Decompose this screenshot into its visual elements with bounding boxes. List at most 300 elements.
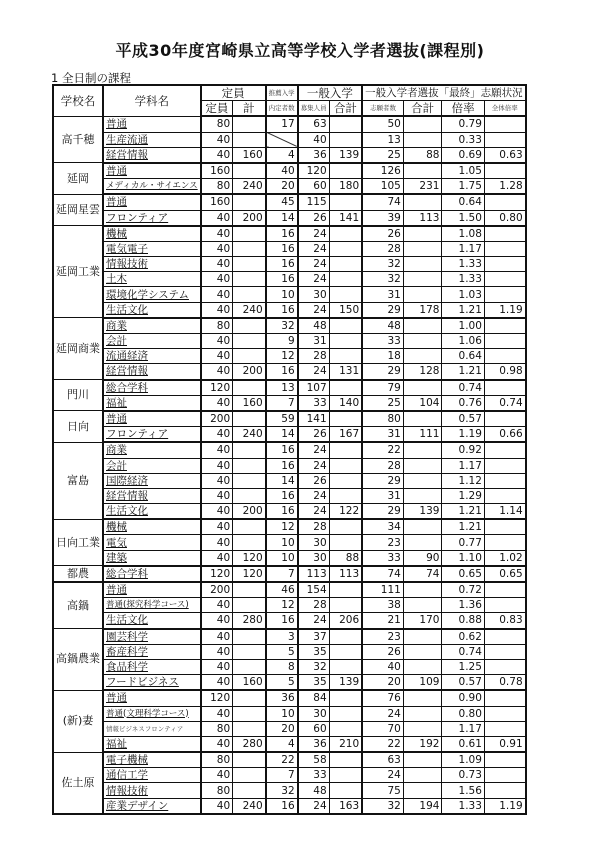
capacity-total-cell: 240 (233, 179, 266, 195)
general-total-cell: 113 (329, 566, 362, 582)
general-total-cell: 206 (329, 613, 362, 629)
table-row (53, 226, 526, 242)
recommend-cell: 16 (266, 458, 298, 473)
table-row (53, 318, 526, 334)
general-total-cell (329, 272, 362, 287)
table-row (53, 334, 526, 349)
applicants-total-cell (403, 349, 442, 364)
table-row (53, 179, 526, 195)
capacity-total-cell: 240 (233, 302, 266, 318)
admission-table (52, 84, 527, 815)
ratio-cell: 1.21 (442, 364, 484, 380)
general-recruit-cell: 120 (298, 163, 330, 179)
header-general-recruit: 募集人員 (298, 101, 330, 117)
table-row (53, 659, 526, 674)
capacity-total-cell (233, 752, 266, 768)
general-recruit-cell: 35 (298, 644, 330, 659)
recommend-cell: 14 (266, 473, 298, 488)
ratio-cell: 1.21 (442, 504, 484, 520)
ratio-cell: 1.03 (442, 287, 484, 302)
capacity-cell: 40 (201, 272, 233, 287)
overall-ratio-cell (484, 598, 525, 613)
capacity-total-cell (233, 535, 266, 550)
subject-name: 産業デザイン (103, 798, 201, 814)
capacity-total-cell (233, 411, 266, 427)
recommend-cell: 40 (266, 163, 298, 179)
capacity-cell: 40 (201, 706, 233, 721)
applicants-total-cell (403, 706, 442, 721)
overall-ratio-cell: 1.14 (484, 504, 525, 520)
capacity-cell: 40 (201, 458, 233, 473)
capacity-cell: 40 (201, 132, 233, 147)
capacity-total-cell (233, 690, 266, 706)
table-row (53, 690, 526, 706)
recommend-cell: 5 (266, 644, 298, 659)
general-recruit-cell: 26 (298, 473, 330, 488)
applicants-total-cell (403, 318, 442, 334)
applicants-total-cell (403, 473, 442, 488)
applicants-cell: 29 (362, 504, 403, 520)
general-recruit-cell: 115 (298, 194, 330, 210)
applicants-total-cell (403, 411, 442, 427)
applicants-total-cell: 139 (403, 504, 442, 520)
applicants-total-cell (403, 721, 442, 736)
capacity-total-cell: 240 (233, 798, 266, 814)
general-total-cell (329, 318, 362, 334)
general-recruit-cell: 48 (298, 318, 330, 334)
recommend-cell: 7 (266, 566, 298, 582)
section-heading: 1 全日制の課程 (51, 71, 131, 85)
school-name: 延岡商業 (53, 318, 103, 380)
applicants-cell: 29 (362, 364, 403, 380)
capacity-cell: 120 (201, 566, 233, 582)
capacity-total-cell (233, 442, 266, 458)
general-total-cell: 88 (329, 550, 362, 566)
applicants-cell: 20 (362, 675, 403, 691)
applicants-cell: 13 (362, 132, 403, 147)
table-row (53, 364, 526, 380)
general-total-cell (329, 257, 362, 272)
applicants-cell: 32 (362, 257, 403, 272)
ratio-cell: 0.92 (442, 442, 484, 458)
general-total-cell (329, 132, 362, 147)
table-row (53, 721, 526, 736)
table-row (53, 241, 526, 256)
ratio-cell: 1.25 (442, 659, 484, 674)
ratio-cell: 0.90 (442, 690, 484, 706)
ratio-cell: 0.72 (442, 582, 484, 598)
capacity-cell: 40 (201, 488, 233, 503)
applicants-cell: 32 (362, 798, 403, 814)
ratio-cell: 0.74 (442, 380, 484, 396)
capacity-total-cell (233, 706, 266, 721)
school-name: 富島 (53, 442, 103, 519)
capacity-total-cell (233, 629, 266, 645)
general-total-cell: 210 (329, 736, 362, 752)
applicants-total-cell: 113 (403, 210, 442, 226)
applicants-total-cell: 88 (403, 147, 442, 163)
capacity-cell: 40 (201, 798, 233, 814)
recommend-cell: 7 (266, 768, 298, 783)
capacity-total-cell: 120 (233, 566, 266, 582)
general-recruit-cell: 60 (298, 721, 330, 736)
general-total-cell: 150 (329, 302, 362, 318)
capacity-cell: 160 (201, 194, 233, 210)
header-applicants-total: 合計 (403, 101, 442, 117)
header-general-total: 合計 (329, 101, 362, 117)
recommend-cell: 9 (266, 334, 298, 349)
subject-name: 福祉 (103, 736, 201, 752)
applicants-cell: 28 (362, 458, 403, 473)
overall-ratio-cell (484, 721, 525, 736)
table-row (53, 504, 526, 520)
school-name: 日向 (53, 411, 103, 442)
general-recruit-cell: 113 (298, 566, 330, 582)
applicants-total-cell: 109 (403, 675, 442, 691)
school-name: 都農 (53, 566, 103, 582)
table-row (53, 488, 526, 503)
subject-name: 普通 (103, 163, 201, 179)
overall-ratio-cell (484, 706, 525, 721)
overall-ratio-cell (484, 442, 525, 458)
recommend-cell: 12 (266, 519, 298, 535)
capacity-total-cell (233, 598, 266, 613)
capacity-cell: 40 (201, 147, 233, 163)
ratio-cell: 1.75 (442, 179, 484, 195)
overall-ratio-cell (484, 411, 525, 427)
applicants-total-cell (403, 442, 442, 458)
applicants-cell: 33 (362, 334, 403, 349)
applicants-total-cell (403, 194, 442, 210)
subject-name: 普通(探究科学コース) (103, 598, 201, 613)
capacity-total-cell (233, 783, 266, 798)
general-recruit-cell: 24 (298, 272, 330, 287)
overall-ratio-cell (484, 163, 525, 179)
table-row (53, 736, 526, 752)
table-row (53, 194, 526, 210)
ratio-cell: 0.69 (442, 147, 484, 163)
ratio-cell: 1.05 (442, 163, 484, 179)
subject-name: 電子機械 (103, 752, 201, 768)
ratio-cell: 0.33 (442, 132, 484, 147)
capacity-total-cell (233, 318, 266, 334)
capacity-total-cell (233, 488, 266, 503)
table-row (53, 706, 526, 721)
ratio-cell: 1.19 (442, 427, 484, 443)
school-name: (新)妻 (53, 690, 103, 752)
general-total-cell (329, 659, 362, 674)
general-recruit-cell: 24 (298, 798, 330, 814)
ratio-cell: 1.06 (442, 334, 484, 349)
ratio-cell: 0.61 (442, 736, 484, 752)
general-total-cell (329, 644, 362, 659)
ratio-cell: 0.76 (442, 395, 484, 411)
capacity-total-cell (233, 458, 266, 473)
recommend-cell: 16 (266, 798, 298, 814)
general-recruit-cell: 107 (298, 380, 330, 396)
table-row (53, 519, 526, 535)
applicants-total-cell (403, 783, 442, 798)
general-recruit-cell: 154 (298, 582, 330, 598)
applicants-cell: 79 (362, 380, 403, 396)
subject-name: 福祉 (103, 395, 201, 411)
capacity-cell: 40 (201, 613, 233, 629)
table-row (53, 302, 526, 318)
applicants-cell: 29 (362, 302, 403, 318)
subject-name: 会計 (103, 334, 201, 349)
table-row (53, 613, 526, 629)
applicants-total-cell (403, 334, 442, 349)
overall-ratio-cell: 0.83 (484, 613, 525, 629)
general-recruit-cell: 141 (298, 411, 330, 427)
table-row (53, 629, 526, 645)
applicants-cell: 22 (362, 442, 403, 458)
overall-ratio-cell (484, 519, 525, 535)
header-applicant-group: 一般入学者選抜「最終」志願状況 (362, 85, 526, 101)
general-total-cell: 163 (329, 798, 362, 814)
general-recruit-cell: 36 (298, 147, 330, 163)
overall-ratio-cell: 0.65 (484, 566, 525, 582)
subject-name: 機械 (103, 226, 201, 242)
ratio-cell: 1.00 (442, 318, 484, 334)
capacity-cell: 40 (201, 287, 233, 302)
ratio-cell: 0.62 (442, 629, 484, 645)
applicants-total-cell: 231 (403, 179, 442, 195)
applicants-cell: 33 (362, 550, 403, 566)
ratio-cell: 0.64 (442, 194, 484, 210)
general-total-cell (329, 768, 362, 783)
subject-name: 生活文化 (103, 504, 201, 520)
capacity-total-cell (233, 272, 266, 287)
capacity-total-cell: 200 (233, 504, 266, 520)
capacity-total-cell: 160 (233, 147, 266, 163)
subject-name: 情報ビジネスフロンティア (103, 721, 201, 736)
subject-name: 土木 (103, 272, 201, 287)
table-row (53, 132, 526, 147)
school-name: 延岡工業 (53, 226, 103, 318)
subject-name: 生産流通 (103, 132, 201, 147)
applicants-cell: 26 (362, 644, 403, 659)
subject-name: 総合学科 (103, 380, 201, 396)
applicants-cell: 126 (362, 163, 403, 179)
table-row (53, 798, 526, 814)
applicants-total-cell (403, 690, 442, 706)
recommend-cell: 8 (266, 659, 298, 674)
overall-ratio-cell (484, 629, 525, 645)
overall-ratio-cell (484, 349, 525, 364)
applicants-cell: 31 (362, 488, 403, 503)
capacity-cell: 40 (201, 504, 233, 520)
subject-name: メディカル・サイエンス (103, 179, 201, 195)
ratio-cell: 0.79 (442, 116, 484, 132)
general-total-cell (329, 334, 362, 349)
capacity-cell: 80 (201, 752, 233, 768)
table-row (53, 147, 526, 163)
capacity-total-cell: 200 (233, 364, 266, 380)
general-total-cell (329, 241, 362, 256)
capacity-cell: 40 (201, 473, 233, 488)
ratio-cell: 1.50 (442, 210, 484, 226)
subject-name: 通信工学 (103, 768, 201, 783)
general-recruit-cell: 24 (298, 226, 330, 242)
ratio-cell: 1.10 (442, 550, 484, 566)
general-recruit-cell: 24 (298, 488, 330, 503)
capacity-total-cell: 120 (233, 550, 266, 566)
capacity-total-cell (233, 768, 266, 783)
school-name: 門川 (53, 380, 103, 411)
capacity-cell: 40 (201, 427, 233, 443)
subject-name: 建築 (103, 550, 201, 566)
applicants-cell: 21 (362, 613, 403, 629)
ratio-cell: 0.57 (442, 411, 484, 427)
overall-ratio-cell (484, 458, 525, 473)
overall-ratio-cell (484, 535, 525, 550)
capacity-cell: 40 (201, 519, 233, 535)
applicants-cell: 40 (362, 659, 403, 674)
overall-ratio-cell (484, 768, 525, 783)
ratio-cell: 0.64 (442, 349, 484, 364)
applicants-cell: 76 (362, 690, 403, 706)
applicants-total-cell (403, 535, 442, 550)
table-row (53, 768, 526, 783)
general-recruit-cell: 37 (298, 629, 330, 645)
overall-ratio-cell (484, 783, 525, 798)
school-name: 延岡星雲 (53, 194, 103, 225)
subject-name: 経営情報 (103, 364, 201, 380)
table-row (53, 287, 526, 302)
applicants-cell: 26 (362, 226, 403, 242)
applicants-cell: 70 (362, 721, 403, 736)
general-total-cell (329, 226, 362, 242)
general-total-cell (329, 287, 362, 302)
recommend-cell: 16 (266, 488, 298, 503)
capacity-total-cell (233, 116, 266, 132)
capacity-cell: 40 (201, 550, 233, 566)
subject-name: 情報技術 (103, 257, 201, 272)
capacity-total-cell (233, 287, 266, 302)
recommend-cell: 16 (266, 504, 298, 520)
applicants-cell: 23 (362, 629, 403, 645)
subject-name: 生活文化 (103, 613, 201, 629)
capacity-cell: 120 (201, 690, 233, 706)
applicants-cell: 48 (362, 318, 403, 334)
capacity-cell: 40 (201, 736, 233, 752)
subject-name: 畜産科学 (103, 644, 201, 659)
capacity-total-cell (233, 334, 266, 349)
applicants-total-cell: 192 (403, 736, 442, 752)
subject-name: 経営情報 (103, 488, 201, 503)
subject-name: フードビジネス (103, 675, 201, 691)
applicants-total-cell (403, 132, 442, 147)
overall-ratio-cell (484, 318, 525, 334)
subject-name: 電気 (103, 535, 201, 550)
capacity-cell: 200 (201, 411, 233, 427)
general-recruit-cell: 31 (298, 334, 330, 349)
capacity-total-cell (233, 721, 266, 736)
capacity-cell: 40 (201, 334, 233, 349)
applicants-cell: 31 (362, 427, 403, 443)
recommend-cell: 12 (266, 598, 298, 613)
general-total-cell (329, 752, 362, 768)
capacity-total-cell (233, 226, 266, 242)
recommend-cell: 16 (266, 613, 298, 629)
recommend-cell: 22 (266, 752, 298, 768)
overall-ratio-cell: 1.19 (484, 798, 525, 814)
general-total-cell: 180 (329, 179, 362, 195)
applicants-total-cell (403, 629, 442, 645)
subject-name: 普通 (103, 582, 201, 598)
applicants-total-cell: 111 (403, 427, 442, 443)
general-recruit-cell: 48 (298, 783, 330, 798)
ratio-cell: 0.73 (442, 768, 484, 783)
capacity-cell: 40 (201, 349, 233, 364)
general-total-cell: 122 (329, 504, 362, 520)
general-recruit-cell: 24 (298, 364, 330, 380)
applicants-cell: 111 (362, 582, 403, 598)
capacity-total-cell: 280 (233, 736, 266, 752)
capacity-cell: 80 (201, 116, 233, 132)
overall-ratio-cell (484, 380, 525, 396)
table-row (53, 380, 526, 396)
recommend-cell: 17 (266, 116, 298, 132)
overall-ratio-cell (484, 473, 525, 488)
subject-name: 商業 (103, 442, 201, 458)
capacity-total-cell: 160 (233, 395, 266, 411)
subject-name: 電気電子 (103, 241, 201, 256)
applicants-total-cell: 128 (403, 364, 442, 380)
overall-ratio-cell (484, 488, 525, 503)
ratio-cell: 1.21 (442, 302, 484, 318)
applicants-cell: 24 (362, 706, 403, 721)
overall-ratio-cell (484, 644, 525, 659)
recommend-cell: 32 (266, 783, 298, 798)
general-recruit-cell: 28 (298, 349, 330, 364)
applicants-cell: 24 (362, 768, 403, 783)
recommend-cell: 36 (266, 690, 298, 706)
general-total-cell: 131 (329, 364, 362, 380)
general-recruit-cell: 33 (298, 395, 330, 411)
ratio-cell: 1.29 (442, 488, 484, 503)
applicants-cell: 105 (362, 179, 403, 195)
table-row (53, 535, 526, 550)
table-row (53, 644, 526, 659)
overall-ratio-cell (484, 334, 525, 349)
general-total-cell (329, 473, 362, 488)
ratio-cell: 0.57 (442, 675, 484, 691)
recommend-cell: 16 (266, 364, 298, 380)
capacity-total-cell: 200 (233, 210, 266, 226)
school-name: 佐土原 (53, 752, 103, 814)
capacity-cell: 40 (201, 302, 233, 318)
table-row (53, 163, 526, 179)
applicants-cell: 29 (362, 473, 403, 488)
table-row (53, 675, 526, 691)
capacity-cell: 80 (201, 783, 233, 798)
applicants-total-cell (403, 768, 442, 783)
subject-name: 生活文化 (103, 302, 201, 318)
applicants-total-cell (403, 272, 442, 287)
capacity-cell: 40 (201, 675, 233, 691)
general-recruit-cell: 28 (298, 519, 330, 535)
subject-name: 普通 (103, 116, 201, 132)
overall-ratio-cell: 0.66 (484, 427, 525, 443)
applicants-cell: 28 (362, 241, 403, 256)
subject-name: 総合学科 (103, 566, 201, 582)
header-subject: 学科名 (103, 85, 201, 116)
recommend-cell: 16 (266, 442, 298, 458)
capacity-cell: 200 (201, 582, 233, 598)
general-total-cell (329, 349, 362, 364)
